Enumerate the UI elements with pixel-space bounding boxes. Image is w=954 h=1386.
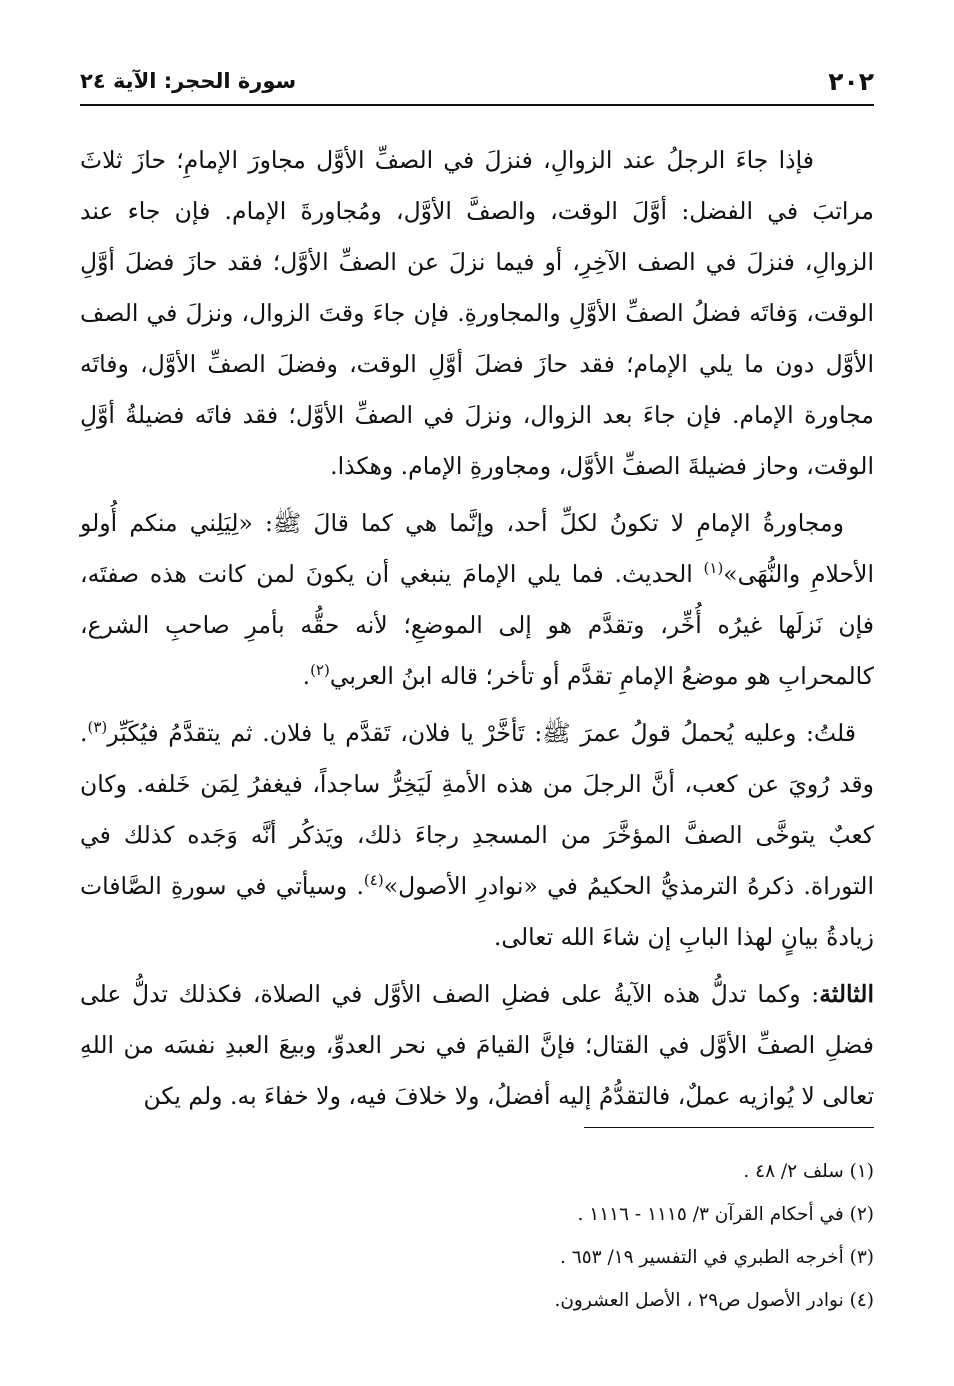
header-rule (80, 104, 874, 106)
running-title: سورة الحجر: الآية ٢٤ (80, 69, 297, 93)
paragraph-text: قلتُ: وعليه يُحملُ قولُ عمرَ ﷺ: تَأخَّرْ يا فلان، تَقدَّم يا فلان. ثم يتقدَّمُ فيُكَبِّر (107, 719, 856, 747)
page-header (80, 60, 874, 102)
footnote: (٢) في أحكام القرآن ٣/ ١١١٥ - ١١١٦ . (577, 1204, 874, 1225)
paragraph-text: . وسيأتي في سورةِ الصَّافات زيادةُ بيانٍ لهذا البابِ إن شاءَ الله تعالى. (80, 872, 874, 951)
page-number: ٢٠٢ (828, 66, 874, 96)
paragraph (80, 969, 874, 1122)
paragraph-text: الحديث. فما يلي الإمامَ ينبغي أن يكونَ لمن كانت هذه صفتَه، فإن نَزلَها غيرُه أُخِّر، وتقدَّم هو إلى الموضعِ؛ لأنه حقُّه بأمرِ صاحبِ الشرع، كالمحرابِ هو موضعُ الإمامِ تقدَّم أو تأخر؛ قاله ابنُ العربي (80, 560, 874, 690)
footnote-ref: (٢) (310, 661, 330, 680)
footnote: (٤) نوادر الأصول ص٢٩ ، الأصل العشرون. (554, 1290, 874, 1311)
paragraph (80, 498, 874, 702)
paragraph-text: فإذا جاءَ الرجلُ عند الزوالِ، فنزلَ في الصفِّ الأوَّل مجاورَ الإمامِ؛ حازَ ثلاثَ مراتبَ في الفضل: أوَّلَ الوقت، والصفَّ الأوَّل، ومُجاورةَ الإمام. فإن جاء عند الزوالِ، فنزلَ في الصف الآخِرِ، أو فيما نزلَ عن الصفِّ الأوَّل؛ فقد حازَ فضلَ أوَّلِ الوقت، وَفاتَه فضلُ الصفِّ الأوَّلِ والمجاورةِ. فإن جاءَ وقتَ الزوال، ونزلَ في الصف الأوَّل دون ما يلي الإمام؛ فقد حازَ فضلَ أوَّلِ الوقت، وفضلَ الصفِّ الأوَّل، وفاتَه مجاورة الإمام. فإن جاءَ بعد الزوال، ونزلَ في الصفِّ الأوَّل؛ فقد فاتَه فضيلةُ أوَّلِ الوقت، وحاز فضيلةَ الصفِّ الأوَّل، ومجاورةِ الإمام. وهكذا. (80, 146, 874, 480)
section-lead: الثالثة (819, 980, 874, 1008)
paragraph-text: ومجاورةُ الإمامِ لا تكونُ لكلِّ أحد، وإنَّما هي كما قالَ ﷺ: «لِيَلِني منكم أُولو الأحلامِ والنُّهَى» (80, 509, 874, 588)
paragraph-text: : وكما تدلُّ هذه الآيةُ على فضلِ الصف الأوَّل في الصلاة، فكذلك تدلُّ على فضلِ الصفِّ الأوَّل في القتال؛ فإنَّ القيامَ في نحر العدوِّ، وبيعَ العبدِ نفسَه من اللهِ تعالى لا يُوازيه عملٌ، فالتقدُّمُ إليه أفضلُ، ولا خلافَ فيه، ولا خفاءَ به. ولم يكن (80, 980, 874, 1110)
paragraph-text: . وقد رُويَ عن كعب، أنَّ الرجلَ من هذه الأمةِ لَيَخِرُّ ساجداً، فيغفرُ لِمَن خَلفه. وكان كعبٌ يتوخَّى الصفَّ المؤخَّرَ من المسجدِ رجاءَ ذلك، ويَذكُر أنَّه وَجَده كذلك في التوراة. ذكرهُ الترمذيُّ الحكيمُ في «نوادرِ الأصول» (80, 719, 874, 900)
footnote-ref: (٤) (363, 871, 384, 890)
paragraph (80, 708, 874, 963)
paragraph (80, 135, 874, 492)
footnote-ref: (٣) (87, 718, 108, 737)
footnote: (١) سلف ٢/ ٤٨ . (743, 1161, 874, 1182)
footnote-rule (584, 1127, 874, 1128)
footnote: (٣) أخرجه الطبري في التفسير ١٩/ ٦٥٣ . (560, 1247, 874, 1268)
main-text (80, 135, 874, 1128)
footnotes (80, 1150, 874, 1322)
footnote-ref: (١) (703, 559, 724, 578)
paragraph-text: . (302, 662, 311, 690)
